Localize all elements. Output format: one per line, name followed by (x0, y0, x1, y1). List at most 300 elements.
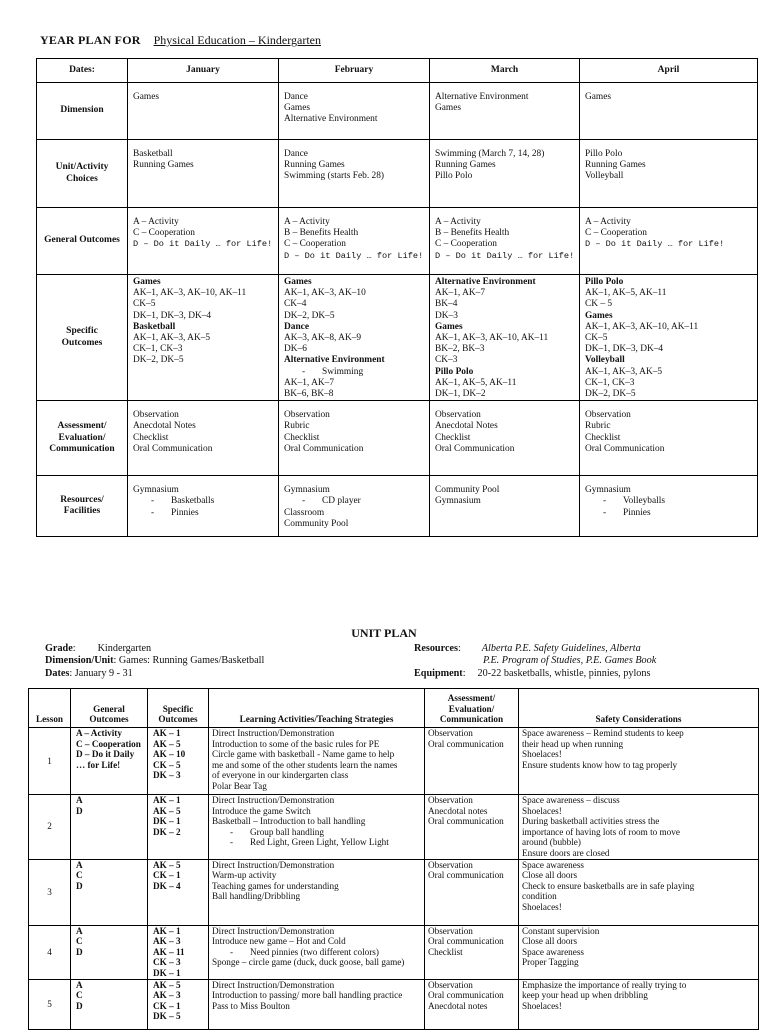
cell-line: D – Do it Daily … for Life! (435, 250, 575, 261)
assessment-line: Oral communication (428, 990, 504, 1001)
assessment (425, 925, 519, 979)
assessment-line: Oral communication (428, 936, 504, 947)
cell-line: DK–1, DK–2 (435, 389, 486, 400)
specific-outcomes-line: AK – 5 (153, 979, 181, 990)
safety-considerations-line: keep your head up when dribbling (522, 990, 648, 1001)
header-line: Specific (162, 703, 194, 714)
general-outcomes-line: A – Activity (76, 728, 122, 738)
cell-line: Games (284, 103, 311, 114)
row-label-line: Evaluation/ (58, 432, 106, 443)
general-outcomes (71, 728, 148, 795)
row-label-line: Unit/Activity (55, 162, 109, 173)
plan-cell (430, 476, 580, 537)
unit-plan-table (28, 688, 759, 1030)
activity-line: Introduction to passing/ more ball handling practice (212, 990, 403, 1001)
assessment-line: Oral communication (428, 816, 504, 827)
lesson-number: 4 (29, 925, 71, 979)
grade-line: Grade: Kindergarten (45, 643, 152, 654)
lesson-row (29, 728, 759, 795)
general-outcomes-line: D (76, 1000, 83, 1011)
safety-considerations-line: Emphasize the importance of really trying to (522, 979, 687, 990)
lesson-row (29, 925, 759, 979)
cell-line: AK–1, AK–7 (284, 377, 335, 388)
assessment (425, 859, 519, 925)
cell-line: C – Cooperation (435, 239, 497, 250)
cell-line: DK–2, DK–5 (133, 355, 184, 366)
cell-line: Games (133, 277, 161, 287)
unit-plan-header-cell (209, 689, 425, 728)
lesson-row (29, 795, 759, 860)
safety-considerations-line: Close all doors (522, 936, 578, 947)
row-label (37, 476, 128, 537)
learning-activities (209, 795, 425, 860)
header-line: Outcomes (158, 714, 198, 725)
general-outcomes (71, 979, 148, 1029)
general-outcomes-line: D (76, 805, 83, 816)
specific-outcomes-line: CK – 1 (153, 870, 181, 881)
lesson-number: 3 (29, 859, 71, 925)
safety-considerations-line: Ensure students know how to tag properly (522, 759, 678, 770)
specific-outcomes-line: AK – 1 (153, 795, 181, 805)
cell-line: Alternative Environment (435, 92, 529, 102)
cell-line: Games (435, 321, 463, 332)
plan-cell (430, 83, 580, 140)
activity-line: Circle game with basketball - Name game to help (212, 749, 395, 760)
cell-line: Community Pool (284, 518, 349, 529)
header-line: Lesson (35, 714, 64, 725)
specific-outcomes-line: AK – 5 (153, 859, 181, 870)
row-label-line: Choices (66, 173, 98, 184)
plan-cell (128, 275, 279, 401)
activity-line: of everyone in our kindergarten class (212, 770, 349, 781)
safety-considerations-line: Space awareness (522, 946, 584, 957)
plan-cell (580, 401, 758, 476)
general-outcomes-line: A (76, 795, 83, 805)
cell-line: Checklist (284, 432, 320, 443)
cell-line: Games (284, 277, 312, 287)
cell-line: Running Games (284, 160, 345, 171)
assessment (425, 979, 519, 1029)
unit-plan-header-row (29, 689, 759, 728)
header-line: General (93, 703, 125, 714)
cell-line: AK–3, AK–8, AK–9 (284, 333, 362, 344)
grade-value: Kindergarten (97, 643, 152, 654)
safety-considerations-line: condition (522, 891, 557, 902)
plan-cell (580, 140, 758, 208)
cell-line: BK–2, BK–3 (435, 344, 485, 355)
cell-line: - CD player (284, 496, 424, 507)
general-outcomes (71, 795, 148, 860)
header-month: January (128, 59, 279, 83)
safety-considerations-line: Close all doors (522, 870, 578, 881)
cell-line: Running Games (585, 160, 646, 171)
cell-line: A – Activity (435, 217, 481, 227)
cell-line: C – Cooperation (133, 228, 195, 239)
learning-activities (209, 859, 425, 925)
assessment-line: Observation (428, 859, 473, 870)
general-outcomes-line: D – Do it Daily (76, 749, 135, 760)
unit-plan-header-cell (71, 689, 148, 728)
plan-cell (430, 401, 580, 476)
safety-considerations-line: Shoelaces! (522, 805, 562, 816)
cell-line: CK–1, CK–3 (585, 377, 635, 388)
cell-line: Swimming (March 7, 14, 28) (435, 149, 545, 159)
learning-activities (209, 925, 425, 979)
cell-line: DK–2, DK–5 (284, 310, 335, 321)
specific-outcomes-line: DK – 5 (153, 1011, 181, 1022)
learning-activities (209, 979, 425, 1029)
general-outcomes-line: D (76, 946, 83, 957)
grade-label: Grade (45, 643, 73, 654)
safety-considerations-line: Ensure doors are closed (522, 847, 610, 858)
cell-line: CK–3 (435, 355, 458, 366)
plan-cell (580, 275, 758, 401)
cell-line: Alternative Environment (435, 277, 536, 287)
lesson-row (29, 859, 759, 925)
cell-line: AK–1, AK–7 (435, 288, 486, 299)
assessment-line: Observation (428, 795, 473, 805)
dimension-line: Dimension/Unit: Games: Running Games/Basketball (45, 655, 265, 667)
activity-line: Sponge – circle game (duck, duck goose, ball game) (212, 957, 405, 968)
general-outcomes-line: A (76, 859, 83, 870)
cell-line: Pillo Polo (435, 366, 474, 377)
cell-line: Dance (284, 321, 309, 332)
resources-line-2 (414, 655, 656, 667)
unit-plan-header-cell (148, 689, 209, 728)
cell-line: Gymnasium (435, 496, 481, 507)
cell-line: Oral Communication (435, 443, 515, 454)
specific-outcomes-line: AK – 3 (153, 936, 181, 947)
cell-line: BK–4 (435, 299, 458, 310)
specific-outcomes-line: AK – 3 (153, 990, 181, 1001)
cell-line: - Basketballs (133, 496, 273, 507)
cell-line: Observation (284, 410, 330, 421)
header-dates: Dates: (37, 59, 128, 83)
activity-line: me and some of the other students learn the names (212, 759, 398, 770)
row-label-line: Facilities (63, 506, 101, 517)
header-month: March (430, 59, 580, 83)
cell-line: Oral Communication (133, 443, 213, 454)
specific-outcomes (148, 925, 209, 979)
cell-line: Checklist (435, 432, 471, 443)
specific-outcomes (148, 728, 209, 795)
cell-line: Gymnasium (585, 485, 631, 496)
assessment (425, 728, 519, 795)
cell-line: - Pinnies (585, 508, 752, 519)
year-plan-row (37, 83, 758, 140)
specific-outcomes (148, 795, 209, 860)
cell-line: Games (585, 310, 613, 321)
cell-line: CK–4 (284, 299, 307, 310)
cell-line: Gymnasium (133, 485, 179, 496)
lesson-number: 1 (29, 728, 71, 795)
cell-line: AK–1, AK–5, AK–11 (435, 377, 517, 388)
row-label (37, 208, 128, 275)
cell-line: AK–1, AK–3, AK–10, AK–11 (133, 288, 247, 299)
assessment-line: Observation (428, 728, 473, 738)
row-label (37, 83, 128, 140)
assessment-line: Observation (428, 925, 473, 936)
general-outcomes-line: C – Cooperation (76, 738, 141, 749)
safety-considerations (519, 979, 759, 1029)
cell-line: C – Cooperation (284, 239, 346, 250)
general-outcomes-line: A (76, 925, 83, 936)
resources-label: Resources (414, 643, 458, 654)
activity-line: Warm-up activity (212, 870, 277, 881)
equipment-line: Equipment: 20-22 basketballs, whistle, pinnies, pylons (414, 667, 651, 679)
cell-line: Anecdotal Notes (133, 421, 196, 432)
cell-line: Volleyball (585, 355, 625, 366)
cell-line: CK–5 (133, 299, 156, 310)
plan-cell (128, 83, 279, 140)
header-line: Assessment/ (447, 693, 496, 704)
header-line: Safety Considerations (595, 714, 682, 725)
activity-line: Direct Instruction/Demonstration (212, 859, 335, 870)
safety-considerations (519, 728, 759, 795)
plan-cell (580, 83, 758, 140)
assessment-line: Oral communication (428, 738, 504, 749)
unit-plan-title: UNIT PLAN (351, 626, 417, 640)
general-outcomes-line: A (76, 979, 83, 990)
specific-outcomes-line: AK – 11 (153, 946, 185, 957)
specific-outcomes-line: AK – 5 (153, 738, 181, 749)
specific-outcomes-line: AK – 10 (153, 749, 186, 760)
year-plan-title-label: YEAR PLAN FOR (40, 33, 141, 47)
cell-line: DK–6 (284, 344, 307, 355)
cell-line: BK–6, BK–8 (284, 389, 334, 400)
cell-line: AK–1, AK–3, AK–10 (284, 288, 366, 299)
plan-cell (279, 208, 430, 275)
activity-line: Introduction to some of the basic rules for PE (212, 738, 380, 749)
year-plan-row (37, 140, 758, 208)
cell-line: Basketball (133, 321, 176, 332)
unit-plan-meta-right (414, 643, 656, 680)
activity-line: - Red Light, Green Light, Yellow Light (212, 837, 421, 848)
resources-line: Resources: Alberta P.E. Safety Guidelines, Alberta (414, 643, 641, 654)
cell-line: C – Cooperation (585, 228, 647, 239)
year-plan-row (37, 275, 758, 401)
safety-considerations-line: Check to ensure basketballs are in safe playing (522, 880, 695, 891)
safety-considerations (519, 925, 759, 979)
specific-outcomes-line: CK – 1 (153, 1000, 181, 1011)
header-line: Communication (439, 714, 504, 725)
unit-plan-header-cell (29, 689, 71, 728)
cell-line: D – Do it Daily … for Life! (585, 239, 725, 250)
cell-line: - Swimming (284, 367, 424, 378)
row-label-line: Specific (66, 326, 98, 337)
row-label-line: Assessment/ (57, 421, 107, 432)
specific-outcomes (148, 979, 209, 1029)
cell-line: DK–3 (435, 310, 458, 321)
safety-considerations (519, 859, 759, 925)
safety-considerations-line: importance of having lots of room to move (522, 826, 680, 837)
safety-considerations-line: During basketball activities stress the (522, 816, 660, 827)
cell-line: B – Benefits Health (435, 228, 510, 239)
activity-line: - Group ball handling (212, 827, 421, 838)
plan-cell (279, 140, 430, 208)
row-label (37, 401, 128, 476)
activity-line: Direct Instruction/Demonstration (212, 925, 335, 936)
general-outcomes-line: C (76, 990, 83, 1001)
year-plan-subject: Physical Education – Kindergarten (153, 33, 322, 47)
activity-line: Teaching games for understanding (212, 880, 339, 891)
row-label-line: General Outcomes (44, 235, 120, 246)
header-month: February (279, 59, 430, 83)
safety-considerations-line: Constant supervision (522, 925, 600, 936)
cell-line: CK–5 (585, 333, 608, 344)
assessment-line: Anecdotal notes (428, 1000, 488, 1011)
activity-line: - Need pinnies (two different colors) (212, 947, 421, 958)
activity-line: Basketball – Introduction to ball handling (212, 816, 366, 827)
year-plan-row (37, 476, 758, 537)
plan-cell (580, 476, 758, 537)
specific-outcomes-line: AK – 1 (153, 728, 181, 738)
unit-plan-header-cell (425, 689, 519, 728)
general-outcomes-line: D (76, 880, 83, 891)
cell-line: Swimming (starts Feb. 28) (284, 171, 384, 182)
learning-activities (209, 728, 425, 795)
cell-line: Rubric (585, 421, 611, 432)
row-label (37, 140, 128, 208)
header-month: April (580, 59, 758, 83)
cell-line: DK–1, DK–3, DK–4 (133, 310, 212, 321)
dates-line: Dates: January 9 - 31 (45, 667, 133, 679)
year-plan-header-row (37, 59, 758, 83)
cell-line: CK–1, CK–3 (133, 344, 183, 355)
general-outcomes (71, 925, 148, 979)
assessment-line: Checklist (428, 946, 463, 957)
cell-line: Basketball (133, 149, 173, 159)
plan-cell (580, 208, 758, 275)
cell-line: Games (435, 103, 462, 114)
cell-line: DK–1, DK–3, DK–4 (585, 344, 664, 355)
cell-line: Rubric (284, 421, 310, 432)
plan-cell (128, 476, 279, 537)
cell-line: Community Pool (435, 485, 500, 496)
cell-line: B – Benefits Health (284, 228, 359, 239)
cell-line: Pillo Polo (435, 171, 473, 182)
safety-considerations-line: Shoelaces! (522, 1000, 562, 1011)
specific-outcomes-line: DK – 4 (153, 880, 181, 891)
cell-line: - Volleyballs (585, 496, 752, 507)
cell-line: Dance (284, 149, 308, 159)
cell-line: D – Do it Daily … for Life! (133, 239, 273, 250)
cell-line: AK–1, AK–3, AK–10, AK–11 (585, 321, 699, 332)
activity-line: Introduce the game Switch (212, 805, 311, 816)
cell-line: Alternative Environment (284, 355, 385, 366)
cell-line: - Pinnies (133, 508, 273, 519)
lesson-number: 5 (29, 979, 71, 1029)
specific-outcomes-line: CK – 5 (153, 759, 181, 770)
header-line: Outcomes (89, 714, 129, 725)
cell-line: AK–1, AK–3, AK–5 (133, 333, 211, 344)
general-outcomes-line: … for Life! (76, 759, 121, 770)
safety-considerations-line: Shoelaces! (522, 749, 562, 760)
cell-line: Games (133, 92, 160, 102)
cell-line: Observation (435, 410, 481, 421)
safety-considerations (519, 795, 759, 860)
specific-outcomes-line: DK – 3 (153, 770, 181, 781)
activity-line: Pass to Miss Boulton (212, 1000, 290, 1011)
activity-line: Direct Instruction/Demonstration (212, 728, 335, 738)
specific-outcomes-line: AK – 1 (153, 925, 181, 936)
header-line: Evaluation/ (448, 703, 495, 714)
plan-cell (430, 208, 580, 275)
cell-line: Checklist (585, 432, 621, 443)
cell-line: Running Games (435, 160, 496, 171)
row-label-line: Outcomes (61, 337, 103, 348)
cell-line: Games (585, 92, 612, 102)
row-label-line: Dimension (60, 105, 104, 116)
cell-line: CK – 5 (585, 299, 613, 310)
cell-line: Volleyball (585, 171, 624, 182)
equipment-label: Equipment (414, 667, 463, 679)
year-plan-row (37, 208, 758, 275)
cell-line: Oral Communication (585, 443, 665, 454)
equipment-value: 20-22 basketballs, whistle, pinnies, pylons (477, 667, 651, 679)
activity-line: Direct Instruction/Demonstration (212, 979, 335, 990)
safety-considerations-line: Space awareness – discuss (522, 795, 620, 805)
cell-line: Observation (585, 410, 631, 421)
specific-outcomes-line: AK – 5 (153, 805, 181, 816)
cell-line: AK–1, AK–3, AK–5 (585, 366, 663, 377)
dates-value: January 9 - 31 (74, 667, 133, 679)
specific-outcomes (148, 859, 209, 925)
unit-plan-meta-left (45, 643, 264, 680)
row-label-line: Communication (49, 443, 115, 454)
cell-line: Classroom (284, 507, 325, 518)
cell-line: A – Activity (133, 217, 179, 227)
cell-line: Observation (133, 410, 179, 421)
plan-cell (128, 208, 279, 275)
assessment-line: Observation (428, 979, 473, 990)
general-outcomes-line: C (76, 870, 83, 881)
safety-considerations-line: Space awareness – Remind students to keep (522, 728, 684, 738)
cell-line: D – Do it Daily … for Life! (284, 250, 424, 261)
cell-line: DK–2, DK–5 (585, 389, 636, 400)
safety-considerations-line: their head up when running (522, 738, 624, 749)
unit-plan-header-cell (519, 689, 759, 728)
cell-line: AK–1, AK–3, AK–10, AK–11 (435, 333, 549, 344)
cell-line: Gymnasium (284, 485, 330, 496)
resources-value-2: P.E. Program of Studies, P.E. Games Book (483, 655, 657, 667)
plan-cell (279, 401, 430, 476)
plan-cell (279, 476, 430, 537)
assessment (425, 795, 519, 860)
dimension-label: Dimension/Unit (45, 655, 114, 667)
plan-cell (279, 83, 430, 140)
cell-line: Dance (284, 92, 308, 102)
cell-line: Pillo Polo (585, 149, 623, 159)
year-plan-row (37, 401, 758, 476)
cell-line: Oral Communication (284, 443, 364, 454)
cell-line: A – Activity (585, 217, 631, 227)
cell-line: Checklist (133, 432, 169, 443)
dates-label: Dates (45, 667, 70, 679)
safety-considerations-line: around (bubble) (522, 837, 581, 848)
safety-considerations-line: Proper Tagging (522, 957, 579, 968)
plan-cell (430, 275, 580, 401)
plan-cell (279, 275, 430, 401)
lesson-row (29, 979, 759, 1029)
cell-line: Alternative Environment (284, 114, 378, 125)
resources-value: Alberta P.E. Safety Guidelines, Alberta (481, 643, 641, 654)
year-plan-title (40, 33, 321, 48)
cell-line: Pillo Polo (585, 277, 624, 287)
dimension-value: Games: Running Games/Basketball (118, 655, 265, 667)
general-outcomes (71, 859, 148, 925)
year-plan-table (36, 58, 758, 537)
